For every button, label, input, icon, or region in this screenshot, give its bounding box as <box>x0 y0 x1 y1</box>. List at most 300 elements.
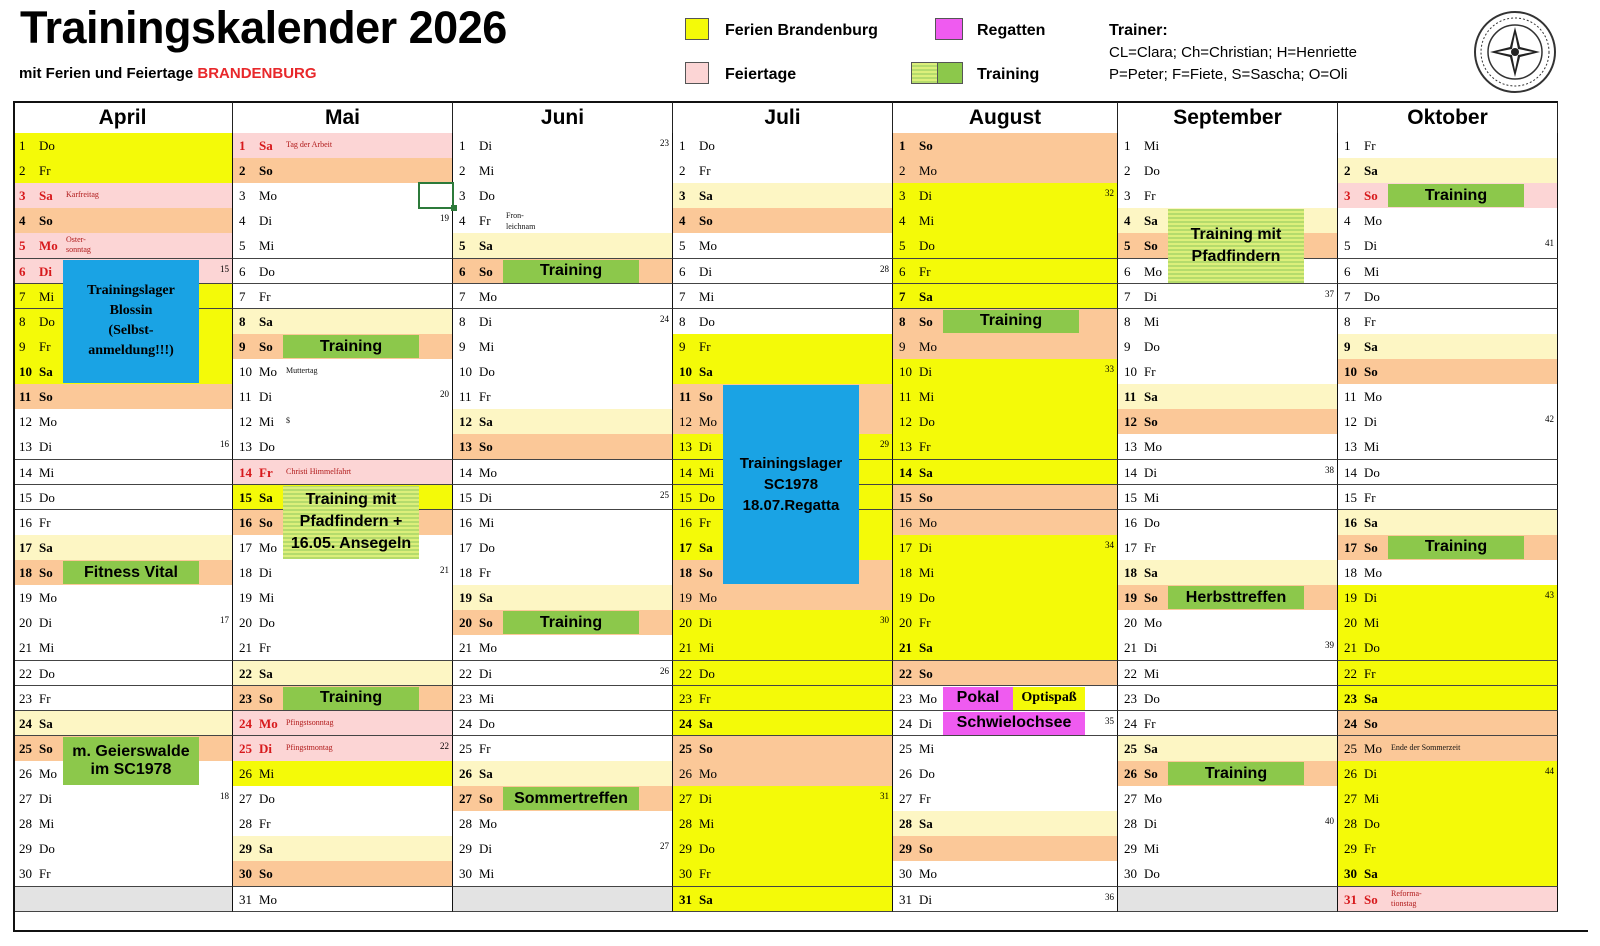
day-cell <box>1338 284 1558 310</box>
weekday-label: Fr <box>1144 364 1156 380</box>
day-number: 27 <box>1124 791 1137 807</box>
day-cell <box>453 761 673 787</box>
day-cell <box>233 585 453 611</box>
weekday-label: So <box>699 565 713 581</box>
day-number: 10 <box>239 364 252 380</box>
day-number: 11 <box>19 389 32 405</box>
day-number: 28 <box>679 816 692 832</box>
day-number: 7 <box>19 288 26 304</box>
day-number: 29 <box>1124 841 1137 857</box>
day-number: 24 <box>1344 715 1357 731</box>
day-number: 4 <box>1124 213 1131 229</box>
day-number: 15 <box>1344 489 1357 505</box>
weekday-label: Do <box>39 313 55 329</box>
day-number: 30 <box>899 866 912 882</box>
weekday-label: Sa <box>259 489 273 505</box>
weekday-label: Mo <box>699 414 718 430</box>
day-cell <box>893 635 1118 661</box>
day-number: 18 <box>1124 565 1137 581</box>
weekday-label: Do <box>699 665 715 681</box>
legend-swatch-regatten <box>935 18 963 40</box>
weekday-label: Di <box>699 439 712 455</box>
month-header-august: August <box>893 101 1118 133</box>
day-number: 19 <box>1344 590 1357 606</box>
week-number: 32 <box>1105 188 1114 199</box>
day-cell <box>893 761 1118 787</box>
day-number: 4 <box>459 213 466 229</box>
weekday-label: Sa <box>259 841 273 857</box>
weekday-label: Mi <box>479 163 495 179</box>
week-number: 20 <box>440 389 449 400</box>
weekday-label: Mo <box>1364 389 1383 405</box>
day-cell <box>673 334 893 360</box>
day-number: 23 <box>679 690 692 706</box>
weekday-label: Do <box>699 313 715 329</box>
day-cell <box>13 610 233 636</box>
day-cell <box>1338 861 1558 887</box>
week-number: 34 <box>1105 539 1114 550</box>
legend-swatch-feiertage <box>685 62 709 84</box>
weekday-label: Mo <box>259 188 278 204</box>
weekday-label: Mi <box>259 766 275 781</box>
day-cell <box>233 434 453 460</box>
weekday-label: Sa <box>699 715 713 731</box>
day-cell <box>13 434 233 460</box>
subtitle-prefix: mit Ferien und Feiertage <box>19 65 198 82</box>
day-number: 11 <box>239 389 252 405</box>
day-number: 9 <box>1344 338 1351 354</box>
day-number: 12 <box>899 414 912 430</box>
weekday-label: Mo <box>1364 213 1383 229</box>
weekday-label: Fr <box>39 163 51 179</box>
day-number: 14 <box>1344 464 1357 480</box>
day-number: 25 <box>899 740 912 756</box>
day-number: 13 <box>899 439 912 455</box>
weekday-label: Mo <box>919 514 938 530</box>
day-cell <box>1338 510 1558 536</box>
day-cell <box>453 711 673 737</box>
week-number: 27 <box>660 841 669 852</box>
day-number: 15 <box>679 489 692 505</box>
weekday-label: So <box>479 791 493 807</box>
day-number: 1 <box>19 138 26 153</box>
event-green: Herbsttreffen <box>1168 586 1304 609</box>
day-cell <box>453 409 673 435</box>
weekday-label: Sa <box>39 188 53 204</box>
day-cell <box>1338 158 1558 184</box>
day-cell <box>1118 560 1338 586</box>
day-cell <box>233 560 453 586</box>
day-cell <box>893 208 1118 234</box>
day-number: 30 <box>239 866 252 882</box>
day-note: Ende der Sommerzeit <box>1391 742 1461 752</box>
weekday-label: Di <box>919 539 932 555</box>
day-number: 20 <box>1344 615 1357 631</box>
day-number: 2 <box>19 163 26 179</box>
day-number: 12 <box>19 414 32 430</box>
day-cell <box>13 861 233 887</box>
day-number: 6 <box>459 263 466 279</box>
day-number: 22 <box>899 665 912 681</box>
weekday-label: Mo <box>39 238 58 254</box>
day-number: 19 <box>459 590 472 606</box>
weekday-label: Do <box>39 138 55 153</box>
day-cell <box>13 585 233 611</box>
day-cell <box>673 208 893 234</box>
day-number: 26 <box>1124 766 1137 781</box>
day-number: 25 <box>239 740 252 756</box>
day-number: 24 <box>239 715 252 731</box>
day-cell <box>1338 736 1558 762</box>
day-number: 7 <box>679 288 686 304</box>
day-cell <box>1118 736 1338 762</box>
day-number: 20 <box>679 615 692 631</box>
day-number: 22 <box>19 665 32 681</box>
day-cell <box>1338 133 1558 159</box>
day-number: 3 <box>1124 188 1131 204</box>
weekday-label: Fr <box>39 690 51 706</box>
week-number: 38 <box>1325 464 1334 475</box>
weekday-label: Mo <box>479 640 498 656</box>
trainer-line-2: P=Peter; F=Fiete, S=Sascha; O=Oli <box>1109 66 1348 83</box>
day-number: 10 <box>1344 364 1357 380</box>
day-cell <box>453 284 673 310</box>
day-number: 29 <box>899 841 912 857</box>
day-cell <box>1338 786 1558 812</box>
day-cell <box>893 259 1118 285</box>
day-number: 29 <box>1344 841 1357 857</box>
weekday-label: Fr <box>479 389 491 405</box>
day-cell <box>233 284 453 310</box>
day-cell <box>1338 585 1558 611</box>
day-number: 2 <box>239 163 246 179</box>
day-number: 3 <box>679 188 686 204</box>
day-cell <box>673 887 893 913</box>
day-number: 1 <box>1344 138 1351 153</box>
weekday-label: Mo <box>39 590 58 606</box>
day-cell <box>1338 434 1558 460</box>
weekday-label: Fr <box>1144 188 1156 204</box>
day-number: 16 <box>19 514 32 530</box>
weekday-label: So <box>1364 188 1378 204</box>
day-cell <box>673 284 893 310</box>
selected-cell-highlight[interactable] <box>418 182 454 209</box>
day-number: 11 <box>899 389 912 405</box>
weekday-label: Di <box>479 313 492 329</box>
week-number: 28 <box>880 263 889 274</box>
day-cell <box>1118 309 1338 335</box>
weekday-label: Mi <box>1364 263 1380 279</box>
day-cell <box>673 610 893 636</box>
day-cell <box>893 284 1118 310</box>
day-number: 28 <box>239 816 252 832</box>
day-cell <box>673 761 893 787</box>
day-number: 5 <box>899 238 906 254</box>
day-number: 19 <box>1124 590 1137 606</box>
day-number: 18 <box>679 565 692 581</box>
week-number: 15 <box>220 263 229 274</box>
weekday-label: So <box>1364 364 1378 380</box>
day-number: 30 <box>459 866 472 882</box>
day-number: 24 <box>1124 715 1137 731</box>
weekday-label: Fr <box>1364 489 1376 505</box>
day-number: 21 <box>899 640 912 656</box>
day-cell <box>233 409 453 435</box>
day-number: 11 <box>679 389 692 405</box>
day-number: 19 <box>239 590 252 606</box>
weekday-label: Di <box>1144 816 1157 832</box>
day-number: 7 <box>1344 288 1351 304</box>
day-number: 5 <box>239 238 246 254</box>
day-cell <box>673 836 893 862</box>
day-cell <box>453 183 673 209</box>
day-number: 5 <box>459 238 466 254</box>
day-cell <box>893 359 1118 385</box>
week-number: 36 <box>1105 891 1114 902</box>
day-number: 22 <box>679 665 692 681</box>
weekday-label: Do <box>699 841 715 857</box>
day-cell <box>673 811 893 837</box>
day-number: 11 <box>1344 389 1357 405</box>
weekday-label: So <box>699 740 713 756</box>
day-number: 18 <box>19 565 32 581</box>
day-number: 21 <box>239 640 252 656</box>
weekday-label: Fr <box>699 338 711 354</box>
day-cell <box>13 233 233 259</box>
day-cell <box>1118 635 1338 661</box>
week-number: 31 <box>880 791 889 802</box>
day-cell <box>893 510 1118 536</box>
day-number: 5 <box>1124 238 1131 254</box>
day-cell <box>893 861 1118 887</box>
weekday-label: Do <box>1144 514 1160 530</box>
day-cell <box>453 158 673 184</box>
day-cell <box>893 233 1118 259</box>
weekday-label: Mo <box>1144 263 1163 279</box>
weekday-label: Sa <box>1144 389 1158 405</box>
day-number: 12 <box>459 414 472 430</box>
legend-label-ferien: Ferien Brandenburg <box>725 22 878 39</box>
weekday-label: Do <box>1364 464 1380 480</box>
day-number: 29 <box>239 841 252 857</box>
day-number: 28 <box>19 816 32 832</box>
day-cell <box>453 334 673 360</box>
weekday-label: Fr <box>1364 313 1376 329</box>
weekday-label: Mi <box>919 740 935 756</box>
weekday-label: Di <box>1144 464 1157 480</box>
week-number: 39 <box>1325 640 1334 651</box>
day-cell <box>1338 208 1558 234</box>
day-number: 9 <box>19 338 26 354</box>
day-number: 18 <box>239 565 252 581</box>
grid-border-left <box>13 101 15 932</box>
day-number: 10 <box>899 364 912 380</box>
weekday-label: So <box>1144 590 1158 606</box>
weekday-label: Mo <box>479 288 498 304</box>
weekday-label: Mi <box>479 690 495 706</box>
day-number: 16 <box>1124 514 1137 530</box>
weekday-label: Mo <box>919 163 938 179</box>
day-number: 21 <box>1124 640 1137 656</box>
day-number: 19 <box>19 590 32 606</box>
day-cell <box>1338 836 1558 862</box>
day-number: 27 <box>19 791 32 807</box>
day-number: 20 <box>899 615 912 631</box>
day-number: 21 <box>19 640 32 656</box>
week-number: 22 <box>440 740 449 751</box>
weekday-label: Di <box>479 138 492 153</box>
day-number: 19 <box>679 590 692 606</box>
day-cell <box>893 384 1118 410</box>
day-number: 29 <box>459 841 472 857</box>
day-cell <box>233 610 453 636</box>
day-note: Fron- leichnam <box>506 211 536 232</box>
day-number: 13 <box>679 439 692 455</box>
weekday-label: Do <box>919 766 935 781</box>
day-cell <box>13 635 233 661</box>
weekday-label: Do <box>259 263 275 279</box>
weekday-label: Sa <box>699 188 713 204</box>
weekday-label: Di <box>1144 288 1157 304</box>
day-cell <box>233 208 453 234</box>
day-number: 17 <box>679 539 692 555</box>
day-cell <box>673 233 893 259</box>
weekday-label: Fr <box>479 740 491 756</box>
weekday-label: Di <box>259 389 272 405</box>
day-number: 4 <box>679 213 686 229</box>
weekday-label: Mi <box>1144 489 1160 505</box>
week-number: 37 <box>1325 288 1334 299</box>
weekday-label: Mo <box>1144 439 1163 455</box>
weekday-label: Do <box>259 615 275 631</box>
day-cell <box>453 836 673 862</box>
day-cell <box>1338 635 1558 661</box>
day-cell <box>893 460 1118 486</box>
day-number: 30 <box>19 866 32 882</box>
weekday-label: Mi <box>699 816 715 832</box>
weekday-label: Sa <box>1144 740 1158 756</box>
weekday-label: Sa <box>699 891 713 907</box>
day-cell <box>453 811 673 837</box>
day-cell <box>233 133 453 159</box>
day-number: 15 <box>899 489 912 505</box>
day-cell <box>1338 711 1558 737</box>
day-cell <box>453 233 673 259</box>
weekday-label: Fr <box>919 263 931 279</box>
weekday-label: Sa <box>39 364 53 380</box>
weekday-label: Do <box>919 414 935 430</box>
weekday-label: Fr <box>1144 539 1156 555</box>
weekday-label: So <box>39 740 53 756</box>
day-cell <box>453 309 673 335</box>
day-number: 23 <box>1124 690 1137 706</box>
day-cell <box>13 786 233 812</box>
week-number: 17 <box>220 615 229 626</box>
day-cell <box>453 585 673 611</box>
weekday-label: Di <box>259 565 272 581</box>
event-green: Training <box>943 310 1079 333</box>
weekday-label: Di <box>39 615 52 631</box>
weekday-label: Fr <box>39 338 51 354</box>
day-number: 21 <box>459 640 472 656</box>
day-cell <box>893 183 1118 209</box>
weekday-label: Mi <box>1144 138 1160 153</box>
day-number: 24 <box>679 715 692 731</box>
weekday-label: Mo <box>1144 615 1163 631</box>
day-number: 20 <box>239 615 252 631</box>
day-number: 24 <box>899 715 912 731</box>
day-cell <box>673 736 893 762</box>
weekday-label: So <box>1144 766 1158 781</box>
weekday-label: Sa <box>479 766 493 781</box>
day-number: 26 <box>899 766 912 781</box>
day-cell <box>1118 686 1338 712</box>
day-number: 7 <box>239 288 246 304</box>
weekday-label: Di <box>479 841 492 857</box>
day-number: 17 <box>19 539 32 555</box>
day-cell <box>453 560 673 586</box>
holiday-note: Reforma- tionstag <box>1391 888 1422 908</box>
day-number: 7 <box>899 288 906 304</box>
day-number: 28 <box>899 816 912 832</box>
weekday-label: Sa <box>699 539 713 555</box>
day-cell <box>1118 510 1338 536</box>
weekday-label: Sa <box>39 715 53 731</box>
weekday-label: Sa <box>919 640 933 656</box>
weekday-label: So <box>39 565 53 581</box>
day-cell <box>1338 610 1558 636</box>
day-number: 31 <box>899 891 912 907</box>
day-number: 8 <box>459 313 466 329</box>
day-number: 21 <box>679 640 692 656</box>
weekday-label: Fr <box>699 514 711 530</box>
day-cell <box>233 861 453 887</box>
day-cell <box>453 485 673 511</box>
weekday-label: Fr <box>919 439 931 455</box>
calendar-grid <box>13 101 1588 931</box>
day-number: 3 <box>19 188 26 204</box>
day-number: 11 <box>1124 389 1137 405</box>
day-number: 25 <box>1344 740 1357 756</box>
day-cell <box>1338 560 1558 586</box>
day-number: 16 <box>459 514 472 530</box>
weekday-label: Sa <box>259 665 273 681</box>
weekday-label: Do <box>919 590 935 606</box>
weekday-label: So <box>39 389 53 405</box>
weekday-label: Mi <box>919 213 935 229</box>
day-number: 14 <box>679 464 692 480</box>
day-cell <box>893 836 1118 862</box>
weekday-label: Mi <box>479 338 495 354</box>
weekday-label: Mo <box>259 891 278 907</box>
weekday-label: Mi <box>259 590 275 606</box>
day-number: 3 <box>239 188 246 204</box>
day-cell <box>233 761 453 787</box>
event-green: Training <box>283 687 419 710</box>
selection-drag-handle[interactable] <box>451 205 457 211</box>
day-number: 27 <box>459 791 472 807</box>
day-cell <box>233 836 453 862</box>
day-cell <box>233 158 453 184</box>
day-number: 28 <box>459 816 472 832</box>
weekday-label: Fr <box>259 816 271 832</box>
day-cell <box>1338 359 1558 385</box>
day-number: 10 <box>1124 364 1137 380</box>
day-cell <box>453 736 673 762</box>
day-number: 1 <box>899 138 906 153</box>
day-number: 12 <box>1344 414 1357 430</box>
week-number: 21 <box>440 565 449 576</box>
